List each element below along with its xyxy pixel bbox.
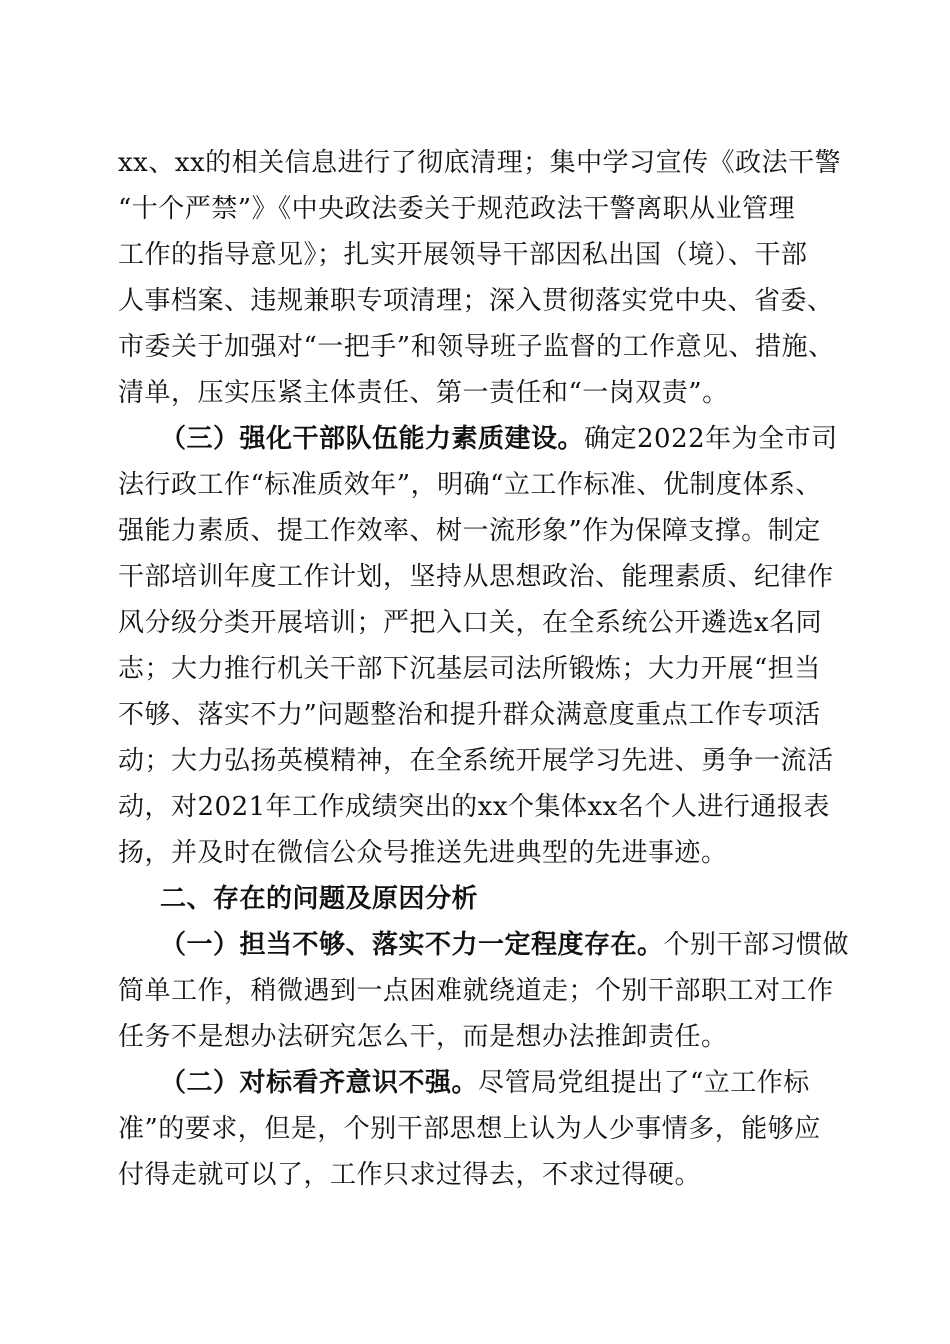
- problem-1-lead: （一）担当不够、落实不力一定程度存在。: [160, 930, 664, 960]
- paragraph-line: xx、xx的相关信息进行了彻底清理；集中学习宣传《政法干警: [118, 148, 842, 178]
- problem-2-first-rest: 尽管局党组提出了“立工作标: [478, 1068, 810, 1098]
- paragraph-line: 清单，压实压紧主体责任、第一责任和“一岗双责”。: [118, 378, 729, 408]
- paragraph-line: 风分级分类开展培训；严把入口关，在全系统公开遴选x名同: [118, 608, 823, 638]
- paragraph-line: 干部培训年度工作计划，坚持从思想政治、能理素质、纪律作: [118, 562, 834, 592]
- paragraph-line: 动，对2021年工作成绩突出的xx个集体xx名个人进行通报表: [118, 792, 830, 822]
- problem-1-first-rest: 个别干部习惯做: [663, 930, 850, 960]
- problem-2-lead: （二）对标看齐意识不强。: [160, 1068, 479, 1098]
- section-heading-2: 二、存在的问题及原因分析: [160, 884, 479, 914]
- section-3-first-line: [160, 424, 838, 454]
- paragraph-line: 扬，并及时在微信公众号推送先进典型的先进事迹。: [118, 838, 728, 868]
- problem-1-first-line: [160, 930, 849, 960]
- paragraph-line: 付得走就可以了，工作只求过得去，不求过得硬。: [118, 1160, 702, 1190]
- problem-2-first-line: [160, 1068, 810, 1098]
- paragraph-line: 志；大力推行机关干部下沉基层司法所锻炼；大力开展“担当: [118, 654, 821, 684]
- paragraph-line: 法行政工作“标准质效年”，明确“立工作标准、优制度体系、: [118, 470, 822, 500]
- paragraph-line: 准”的要求，但是，个别干部思想上认为人少事情多，能够应: [118, 1114, 821, 1144]
- paragraph-line: 不够、落实不力”问题整治和提升群众满意度重点工作专项活: [118, 700, 821, 730]
- paragraph-line: 市委关于加强对“一把手”和领导班子监督的工作意见、措施、: [118, 332, 835, 362]
- section-3-first-rest: 确定2022年为全市司: [584, 424, 838, 454]
- paragraph-line: “十个严禁”》《中央政法委关于规范政法干警离职从业管理: [118, 194, 796, 224]
- paragraph-line: 工作的指导意见》；扎实开展领导干部因私出国（境）、干部: [118, 240, 808, 270]
- paragraph-line: 人事档案、违规兼职专项清理；深入贯彻落实党中央、省委、: [118, 286, 834, 316]
- section-3-lead: （三）强化干部队伍能力素质建设。: [160, 424, 585, 454]
- paragraph-line: 任务不是想办法研究怎么干，而是想办法推卸责任。: [118, 1022, 728, 1052]
- paragraph-line: 强能力素质、提工作效率、树一流形象”作为保障支撑。制定: [118, 516, 821, 546]
- paragraph-line: 简单工作，稍微遇到一点困难就绕道走；个别干部职工对工作: [118, 976, 834, 1006]
- paragraph-line: 动；大力弘扬英模精神，在全系统开展学习先进、勇争一流活: [118, 746, 834, 776]
